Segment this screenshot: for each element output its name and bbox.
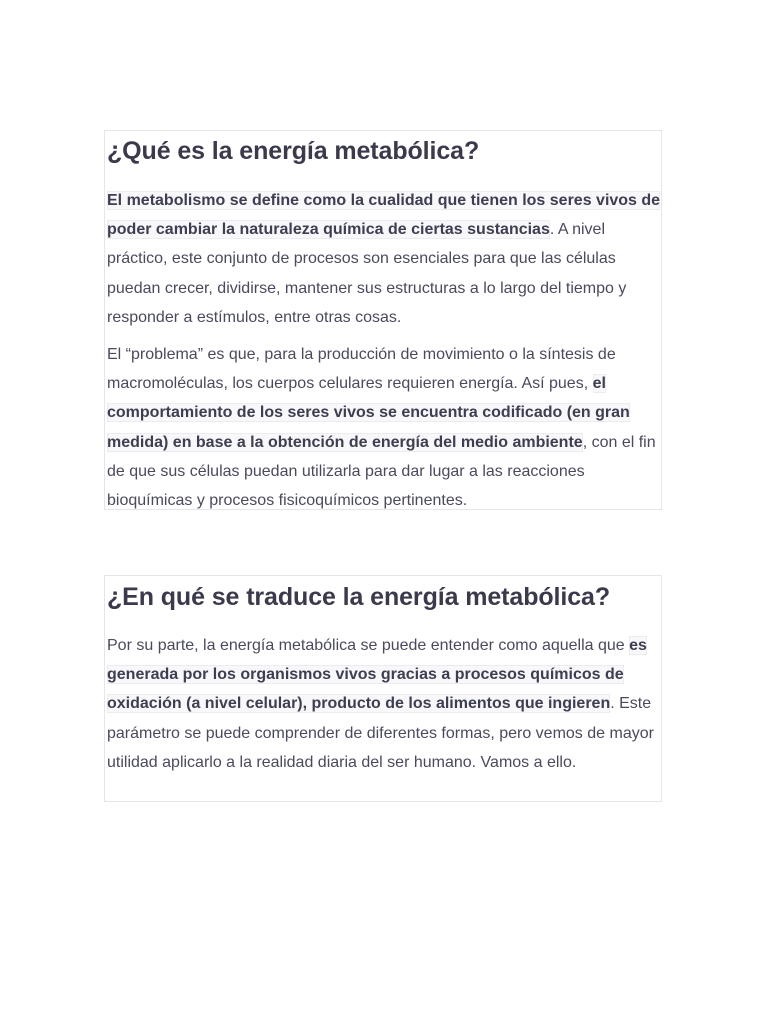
section-heading: ¿En qué se traduce la energía metabólica? — [107, 583, 611, 611]
article-section-metabolic-translation — [104, 575, 662, 802]
paragraph-text: Por su parte, la energía metabólica se puede entender como aquella que — [107, 637, 630, 654]
emphasized-text: es generada por los organismos vivos gracias a procesos químicos de oxidación (a nivel celular), producto de los alimentos que ingieren — [107, 637, 647, 713]
emphasized-text: El metabolismo se define como la cualidad que tienen los seres vivos de poder cambiar la naturaleza química de ciertas sustancias — [107, 192, 661, 239]
body-paragraph — [107, 186, 661, 332]
paragraph-text: . A nivel práctico, este conjunto de procesos son esenciales para que las células puedan crecer, dividirse, mantener sus estructuras a lo largo del tiempo y responder a estímulos, entre otras cosas. — [107, 221, 627, 326]
section-heading: ¿Qué es la energía metabólica? — [107, 137, 480, 165]
paragraph-text: . Este parámetro se puede comprender de diferentes formas, pero vemos de mayor utilidad aplicarlo a la realidad diaria del ser humano. Vamos a ello. — [107, 695, 654, 771]
paragraph-text: , con el fin de que sus células puedan utilizarla para dar lugar a las reacciones bioquímicas y procesos fisicoquímicos pertinentes. — [107, 433, 656, 510]
paragraph-text: El “problema” es que, para la producción de movimiento o la síntesis de macromoléculas, los cuerpos celulares requieren energía. Así pues, — [107, 346, 616, 393]
body-paragraph — [107, 631, 661, 777]
article-section-metabolic-energy — [104, 130, 662, 510]
emphasized-text: el comportamiento de los seres vivos se encuentra codificado (en gran medida) en base a la obtención de energía del medio ambiente — [107, 375, 630, 451]
body-paragraph — [107, 340, 661, 515]
